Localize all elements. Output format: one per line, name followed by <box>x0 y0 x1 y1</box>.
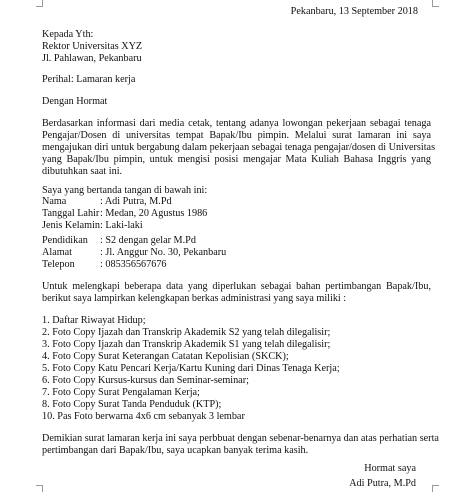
attachment-item: 8. Foto Copy Surat Tanda Penduduk (KTP); <box>42 399 222 410</box>
attachment-item: 3. Foto Copy Ijazah dan Transkrip Akademik S1 yang telah dilegalisir; <box>42 339 331 350</box>
intro-line-2: Pengajar/Dosen di universitas tempat Bapak/Ibu pimpin. Melalui surat lamaran ini saya <box>42 130 431 141</box>
field-birth-value: : Medan, 20 Agustus 1986 <box>100 208 208 219</box>
field-education-label: Pendidikan <box>42 235 88 246</box>
attachment-item: 6. Foto Copy Kursus-kursus dan Seminar-seminar; <box>42 375 249 386</box>
intro-line-4: yang Bapak/Ibu pimpin, untuk mengisi posisi mengajar Mata Kuliah Bahasa Inggris yang <box>42 154 431 165</box>
page-corner-mark-top-right <box>432 0 439 7</box>
recipient-line-2: Rektor Universitas XYZ <box>42 41 143 52</box>
signer-intro: Saya yang bertanda tangan di bawah ini: <box>42 185 208 196</box>
signature-name: Adi Putra, M.Pd <box>349 478 416 489</box>
attachment-item: 7. Foto Copy Surat Pengalaman Kerja; <box>42 387 200 398</box>
intro-line-5: dibutuhkan saat ini. <box>42 166 123 177</box>
closing-line-1: Demikian surat lamaran kerja ini saya perbbuat dengan sebenar-benarnya dan atas perhatian serta <box>42 433 439 444</box>
field-address <box>42 247 226 259</box>
attach-intro-line-1: Untuk melengkapi beberapa data yang diperlukan sebagai bahan pertimbangan Bapak/Ibu, <box>42 281 431 292</box>
field-education <box>42 235 196 247</box>
field-birth-label: Tanggal Lahir <box>42 208 100 219</box>
field-phone <box>42 259 167 271</box>
attachment-item: 10. Pas Foto berwarna 4x6 cm sebanyak 3 lembar <box>42 411 245 422</box>
field-gender <box>42 220 143 232</box>
field-gender-label: Jenis Kelamin <box>42 220 101 231</box>
closing-line-2: pertimbangan dari Bapak/Ibu, saya ucapkan banyak terima kasih. <box>42 445 309 456</box>
page-corner-mark-top-left <box>36 0 43 7</box>
letter-greeting: Dengan Hormat <box>42 96 108 107</box>
regards-text: Hormat saya <box>364 463 416 474</box>
field-name-label: Nama <box>42 196 67 207</box>
attachment-item: 2. Foto Copy Ijazah dan Transkrip Akademik S2 yang telah dilegalisir; <box>42 327 331 338</box>
field-birth <box>42 208 207 220</box>
intro-line-3: mengajukan diri untuk bergabung dalam pekerjaan sebagai tenaga pengajar/dosen di Universitas <box>42 142 436 153</box>
field-address-value: : Jl. Anggur No. 30, Pekanbaru <box>100 247 227 258</box>
attachment-item: 4. Foto Copy Surat Keterangan Catatan Kepolisian (SKCK); <box>42 351 289 362</box>
field-phone-label: Telepon <box>42 259 75 270</box>
intro-line-1: Berdasarkan informasi dari media cetak, tentang adanya lowongan pekerjaan sebagai tenaga <box>42 118 431 129</box>
field-name-value: : Adi Putra, M.Pd <box>100 196 172 207</box>
attachment-item: 5. Foto Copy Katu Pencari Kerja/Kartu Kuning dari Dinas Tenaga Kerja; <box>42 363 340 374</box>
attach-intro-line-2: berikut saya lampirkan kelengkapan berkas administrasi yang saya miliki : <box>42 293 347 304</box>
letter-date: Pekanbaru, 13 September 2018 <box>290 6 418 17</box>
letter-subject: Perihal: Lamaran kerja <box>42 74 136 85</box>
attachment-item: 1. Daftar Riwayat Hidup; <box>42 315 146 326</box>
recipient-line-3: Jl. Pahlawan, Pekanbaru <box>42 53 142 64</box>
field-gender-value: : Laki-laki <box>100 220 143 231</box>
field-phone-value: : 085356567676 <box>100 259 167 270</box>
recipient-line-1: Kepada Yth: <box>42 29 94 40</box>
field-address-label: Alamat <box>42 247 72 258</box>
field-education-value: : S2 dengan gelar M.Pd <box>100 235 196 246</box>
field-name <box>42 196 172 208</box>
